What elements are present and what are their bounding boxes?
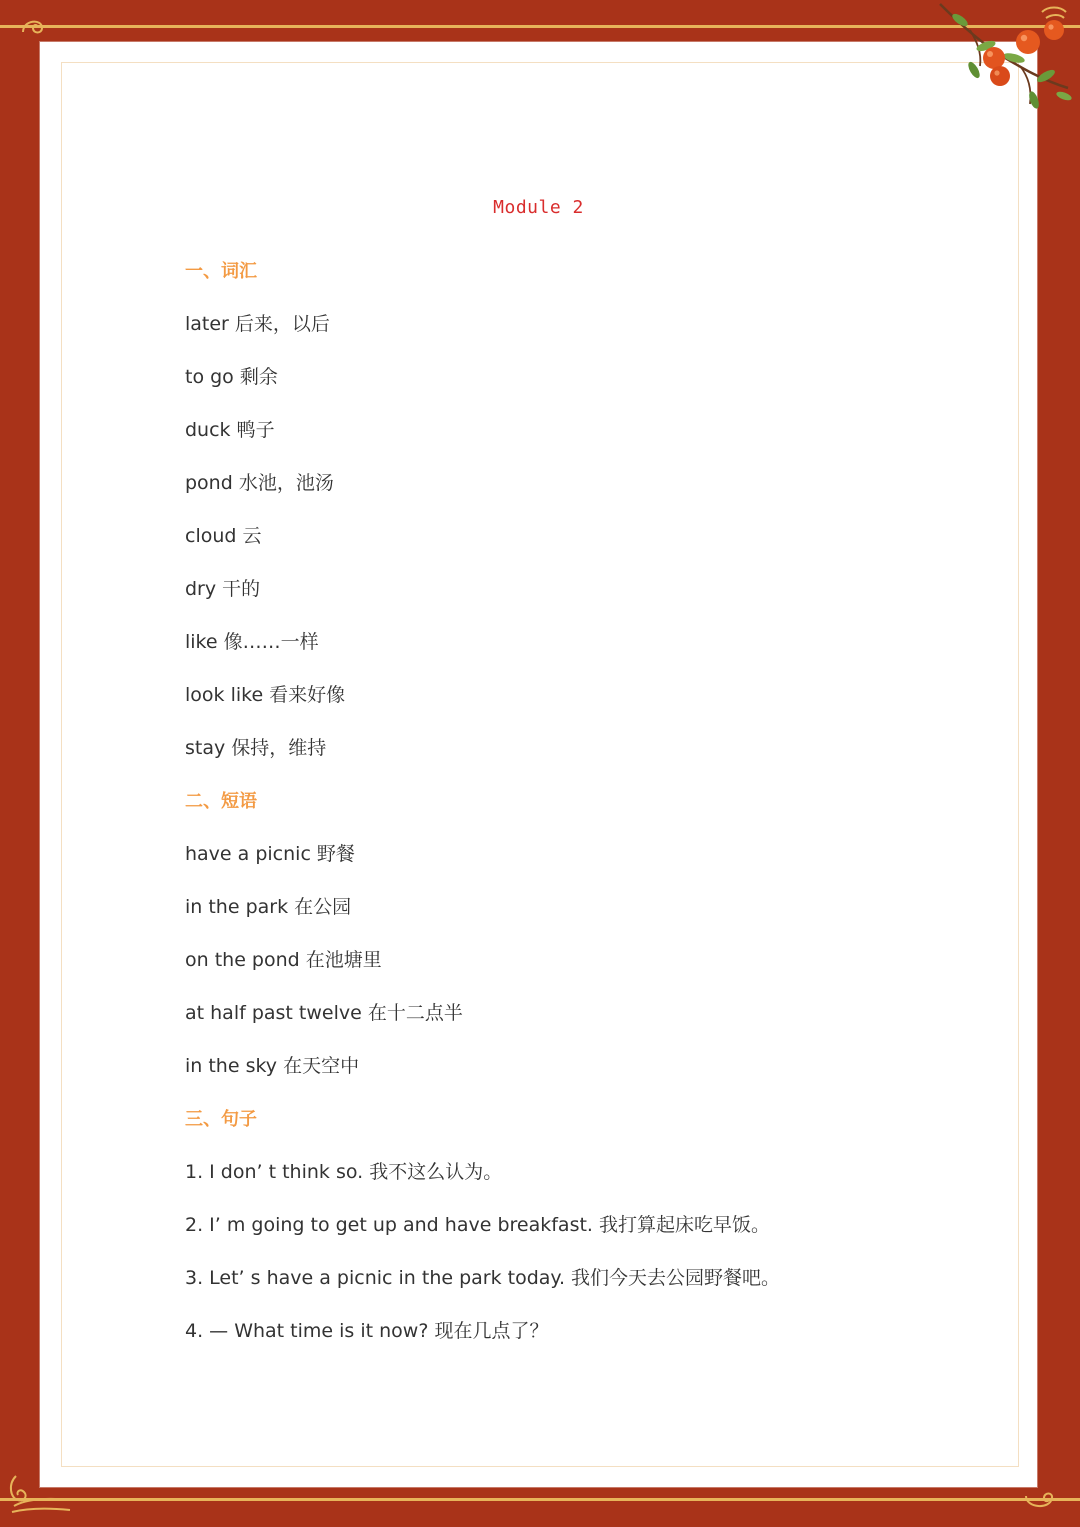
frame-top-line [0, 25, 1080, 28]
orange-branch-icon [930, 0, 1080, 115]
list-item: stay 保持，维持 [185, 737, 327, 759]
section-heading-vocabulary: 一、词汇 [185, 261, 257, 282]
list-item: 2. I’ m going to get up and have breakfast. 我打算起床吃早饭。 [185, 1214, 770, 1236]
frame-bottom-line [0, 1498, 1080, 1501]
section-heading-sentences: 三、句子 [185, 1109, 257, 1130]
list-item: cloud 云 [185, 525, 262, 547]
list-item: like 像……一样 [185, 631, 319, 653]
content-body [185, 259, 945, 1372]
list-item: have a picnic 野餐 [185, 843, 355, 865]
list-item: in the sky 在天空中 [185, 1055, 360, 1077]
list-item: to go 剩余 [185, 366, 278, 388]
list-item: duck 鸭子 [185, 419, 275, 441]
list-item: in the park 在公园 [185, 896, 352, 918]
list-item: 1. I don’ t think so. 我不这么认为。 [185, 1161, 503, 1183]
list-item: dry 干的 [185, 578, 261, 600]
list-item: later 后来，以后 [185, 313, 330, 335]
list-item: pond 水池，池汤 [185, 472, 334, 494]
scroll-ornament-icon [20, 10, 50, 40]
list-item: on the pond 在池塘里 [185, 949, 382, 971]
scroll-ornament-icon [1020, 1488, 1060, 1518]
list-item: 4. — What time is it now? 现在几点了？ [185, 1320, 549, 1342]
list-item: look like 看来好像 [185, 684, 346, 706]
document-page [40, 42, 1037, 1487]
list-item: 3. Let’ s have a picnic in the park today. 我们今天去公园野餐吧。 [185, 1267, 781, 1289]
page-title: Module 2 [493, 197, 584, 218]
section-heading-phrases: 二、短语 [185, 791, 257, 812]
list-item: at half past twelve 在十二点半 [185, 1002, 463, 1024]
